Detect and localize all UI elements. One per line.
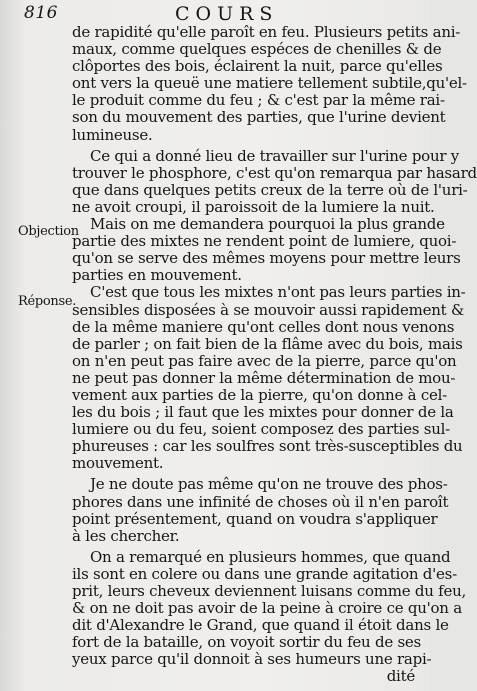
text-line: lumineuse.: [72, 125, 153, 144]
text-line: phureuses : car les soulfres sont très-susceptibles du: [72, 437, 463, 456]
text-line: les du bois ; il faut que les mixtes pour donner de la: [72, 403, 454, 422]
text-line: on n'en peut pas faire avec de la pierre, parce qu'on: [72, 351, 457, 370]
text-line: lumiere ou du feu, soient composez des parties sul-: [72, 420, 450, 439]
text-line: qu'on se serve des mêmes moyens pour mettre leurs: [72, 249, 461, 268]
page-header: [24, 3, 404, 23]
text-line: clôportes des bois, éclairent la nuit, parce qu'elles: [72, 57, 443, 76]
text-line: trouver le phosphore, c'est qu'on remarqua par hasard: [72, 163, 477, 182]
body-text: [72, 23, 477, 686]
text-line: phores dans une infinité de choses où il n'en paroît: [72, 492, 449, 511]
text-line: fort de la bataille, on voyoit sortir du feu de ses: [72, 633, 422, 652]
text-line: maux, comme quelques espéces de chenilles & de: [72, 40, 442, 59]
text-line: ont vers la queuë une matiere tellement subtile,qu'el-: [72, 74, 467, 93]
text-line: point présentement, quand on voudra s'appliquer: [72, 509, 438, 528]
text-line: sensibles disposées à se mouvoir aussi rapidement &: [72, 300, 465, 319]
text-line: le produit comme du feu ; & c'est par la même rai-: [72, 91, 445, 110]
text-line: ne peut pas donner la même détermination de mou-: [72, 368, 456, 387]
page-number: 816: [24, 3, 58, 23]
text-line: ne avoit croupi, il paroissoit de la lumiere la nuit.: [72, 197, 435, 216]
running-head: COURS: [175, 3, 279, 25]
text-line: à les chercher.: [72, 526, 180, 545]
paragraph-start-line: On a remarqué en plusieurs hommes, que quand: [90, 547, 451, 566]
margin-note-reponse: Réponse.: [18, 294, 77, 309]
text-line: dit d'Alexandre le Grand, que quand il étoit dans le: [72, 616, 449, 635]
text-line: yeux parce qu'il donnoit à ses humeurs une rapi-: [72, 650, 432, 669]
paragraph-start-line: Ce qui a donné lieu de travailler sur l'urine pour y: [90, 146, 460, 165]
text-line: parties en mouvement.: [72, 266, 242, 285]
text-line: ils sont en colere ou dans une grande agitation d'es-: [72, 564, 457, 583]
text-line: mouvement.: [72, 454, 164, 473]
text-line: que dans quelques petits creux de la terre où de l'uri-: [72, 180, 468, 199]
text-line: vement aux parties de la pierre, qu'on donne à cel-: [72, 385, 447, 404]
text-line: partie des mixtes ne rendent point de lumiere, quoi-: [72, 232, 457, 251]
margin-note-objection: Objection: [18, 224, 79, 239]
text-line: son du mouvement des parties, que l'urine devient: [72, 108, 446, 127]
text-line: de rapidité qu'elle paroît en feu. Plusieurs petits ani-: [72, 23, 461, 41]
paragraph-start-line: Je ne doute pas même qu'on ne trouve des phos-: [90, 475, 448, 494]
text-line: de parler ; on fait bien de la flâme avec du bois, mais: [72, 334, 463, 353]
text-line: prit, leurs cheveux deviennent luisans comme du feu,: [72, 582, 466, 600]
paragraph-start-line: Mais on me demandera pourquoi la plus grande: [90, 215, 445, 234]
text-line: & on ne doit pas avoir de la peine à croire ce qu'on a: [72, 599, 462, 618]
catchword: dité: [386, 667, 415, 686]
text-line: de la même maniere qu'ont celles dont nous venons: [72, 317, 455, 336]
paragraph-start-line: C'est que tous les mixtes n'ont pas leurs parties in-: [90, 283, 466, 302]
